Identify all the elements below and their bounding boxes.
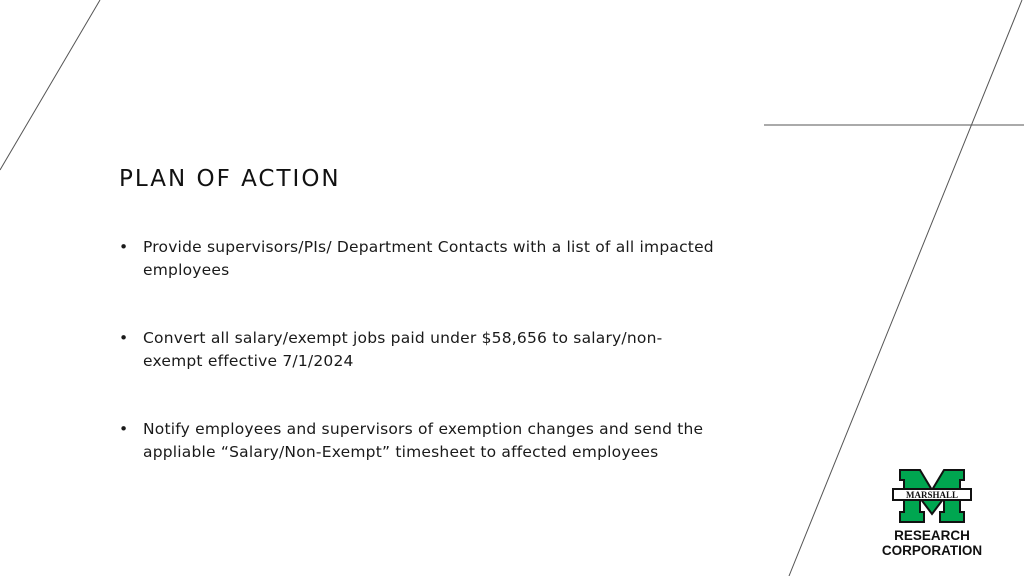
- bullet-list: [119, 236, 719, 509]
- bullet-text: Convert all salary/exempt jobs paid under $58,656 to salary/non-exempt effective 7/1/2024: [143, 329, 663, 370]
- svg-text:MARSHALL: MARSHALL: [905, 490, 959, 500]
- bullet-item: [119, 327, 719, 373]
- logo-line-research: RESEARCH: [894, 528, 970, 543]
- diagonal-line-left: [0, 0, 100, 170]
- marshall-m-icon: [890, 468, 974, 524]
- bullet-text: Notify employees and supervisors of exemption changes and send the appliable “Salary/Non-Exempt” timesheet to affected employees: [143, 420, 704, 461]
- bullet-item: [119, 236, 719, 282]
- bullet-marker: •: [119, 238, 129, 256]
- marshall-research-logo: [872, 468, 992, 558]
- slide-title: PLAN OF ACTION: [119, 166, 341, 192]
- bullet-marker: •: [119, 329, 129, 347]
- bullet-marker: •: [119, 420, 129, 438]
- logo-line-corporation: CORPORATION: [881, 543, 983, 558]
- bullet-item: [119, 418, 719, 464]
- bullet-text: Provide supervisors/PIs/ Department Contacts with a list of all impacted employees: [143, 238, 714, 279]
